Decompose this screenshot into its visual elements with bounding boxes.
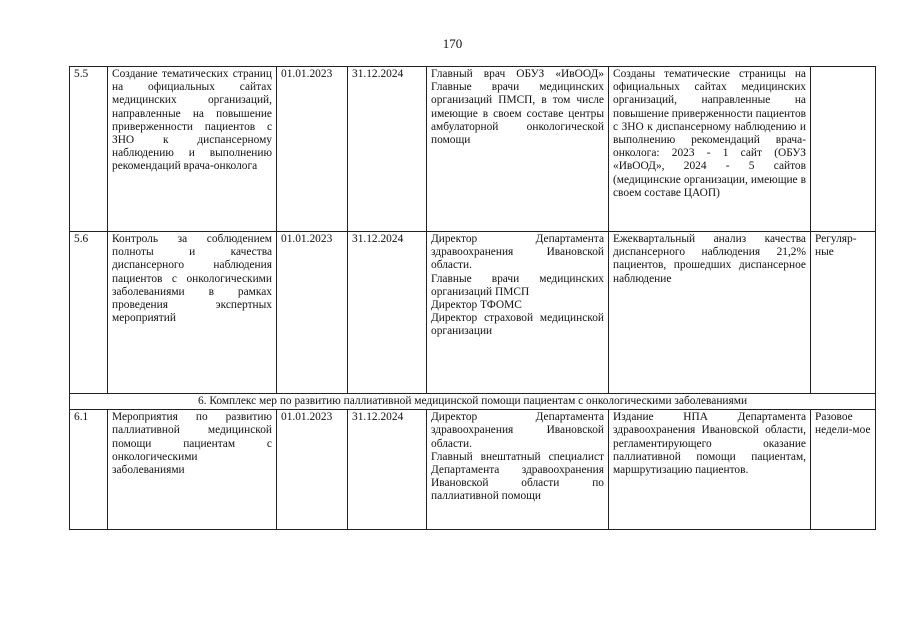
table-row-5-6 <box>70 232 876 394</box>
table-row-6-1 <box>70 410 876 530</box>
responsible-line: Директор ТФОМС <box>431 299 522 312</box>
start-date-cell: 01.01.2023 <box>277 232 348 394</box>
responsible-line: Директор страховой медицинской организации <box>431 312 604 338</box>
table-row-5-5 <box>70 67 876 232</box>
frequency-cell: Регуляр-ные <box>811 232 876 394</box>
responsible-cell <box>427 410 609 530</box>
responsible-line: Главные врачи медицинских организаций ПМСП <box>431 272 604 298</box>
end-date-cell: 31.12.2024 <box>348 67 427 232</box>
frequency-cell <box>811 67 876 232</box>
page-number: 170 <box>442 36 463 51</box>
result-cell: Ежеквартальный анализ качества диспансерного наблюдения 21,2% пациентов, прошедших диспансерное наблюдение <box>609 232 811 394</box>
action-plan-table <box>69 66 876 530</box>
row-number: 5.6 <box>70 232 108 394</box>
responsible-cell: Главный врач ОБУЗ «ИвООД» Главные врачи медицинских организаций ПМСП, в том числе имеющие в своем составе центры амбулаторной онкологической помощи <box>427 67 609 232</box>
responsible-line: Директор Департамента здравоохранения Ивановской области. <box>431 233 604 272</box>
end-date-cell: 31.12.2024 <box>348 410 427 530</box>
row-number: 5.5 <box>70 67 108 232</box>
frequency-cell: Разовое недели-мое <box>811 410 876 530</box>
responsible-line: Директор Департамента здравоохранения Ивановской области. <box>431 411 604 450</box>
responsible-line: Главный внештатный специалист Департамента здравоохранения Ивановской области по паллиативной помощи <box>431 450 604 503</box>
result-cell: Издание НПА Департамента здравоохранения Ивановской области, регламентирующего оказание паллиативной помощи пациентам, маршрутизацию пациентов. <box>609 410 811 530</box>
section-header-row <box>70 394 876 410</box>
result-cell: Созданы тематические страницы на официальных сайтах медицинских организаций, направленные на повышение приверженности пациентов с ЗНО к диспансерному наблюдению и выполнению рекомендаций врача-онколога: 2023 - 1 сайт (ОБУЗ «ИвООД», 2024 - 5 сайтов (медицинские организации, имеющие в своем составе ЦАОП) <box>609 67 811 232</box>
end-date-cell: 31.12.2024 <box>348 232 427 394</box>
row-number: 6.1 <box>70 410 108 530</box>
start-date-cell: 01.01.2023 <box>277 410 348 530</box>
activity-cell: Создание тематических страниц на официальных сайтах медицинских организаций, направленные на повышение приверженности пациентов с ЗНО к диспансерному наблюдению и выполнению рекомендаций врача-онколога <box>108 67 277 232</box>
start-date-cell: 01.01.2023 <box>277 67 348 232</box>
activity-cell: Контроль за соблюдением полноты и качества диспансерного наблюдения пациентов с онкологическими заболеваниями в рамках проведения экспертных мероприятий <box>108 232 277 394</box>
responsible-cell <box>427 232 609 394</box>
section-title: 6. Комплекс мер по развитию паллиативной медицинской помощи пациентам с онкологическими заболеваниями <box>70 394 876 410</box>
activity-cell: Мероприятия по развитию паллиативной медицинской помощи пациентам с онкологическими заболеваниями <box>108 410 277 530</box>
